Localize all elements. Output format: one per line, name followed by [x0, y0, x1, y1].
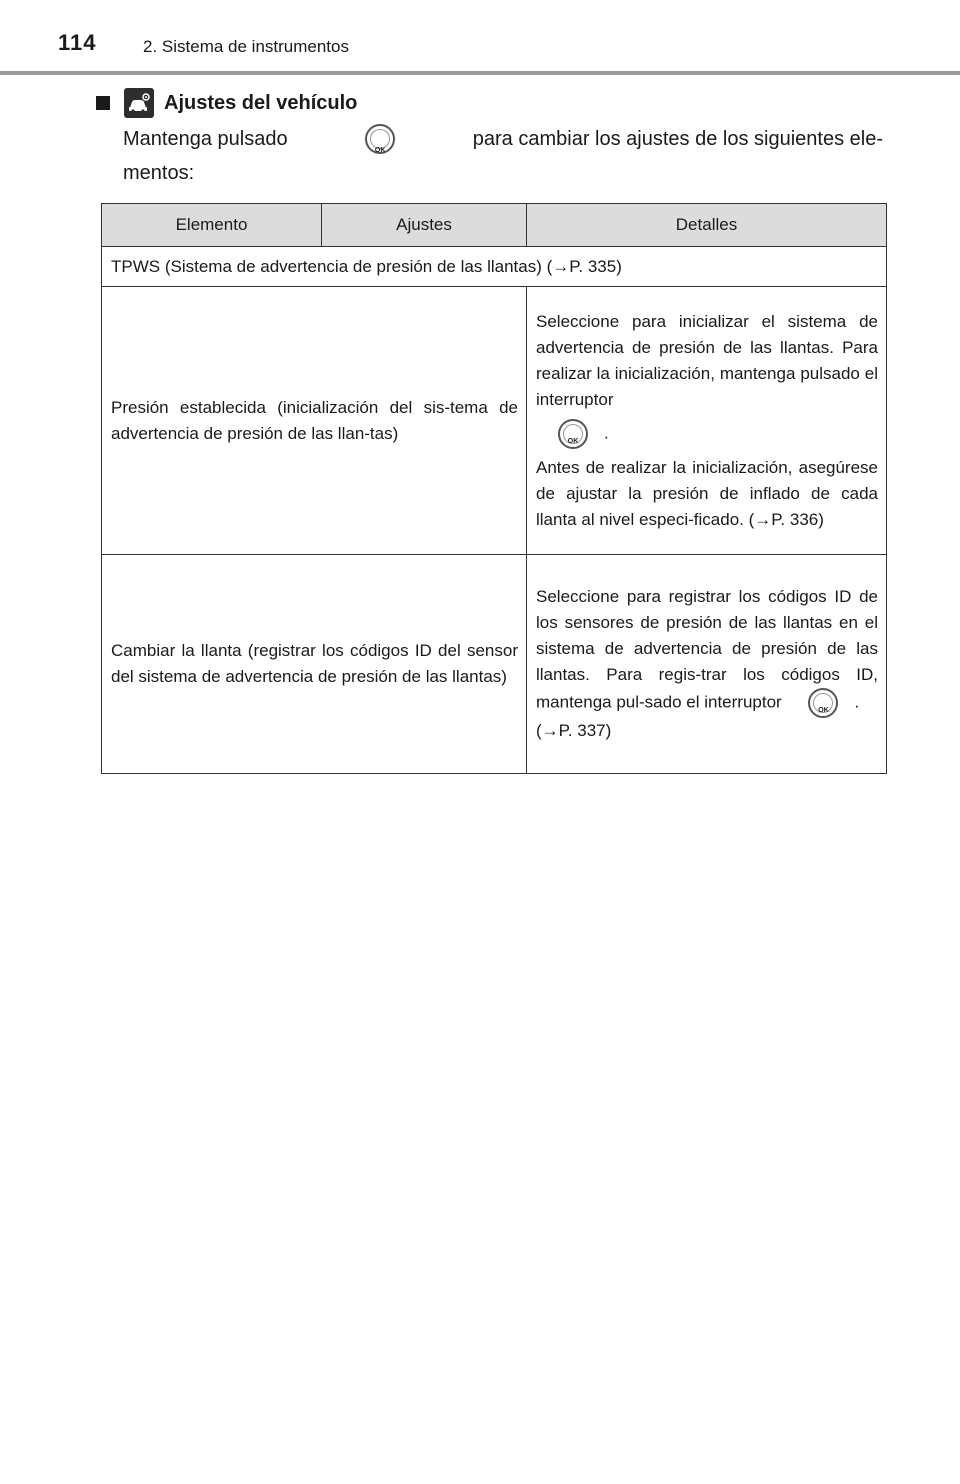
- column-header-detalles: Detalles: [527, 204, 887, 247]
- ok-button-icon: OK: [558, 419, 588, 449]
- header-divider: [0, 71, 960, 75]
- page-header: [0, 0, 960, 76]
- item-cell: Presión establecida (inicialización del sis-tema de advertencia de presión de las llan-tas): [102, 287, 527, 555]
- intro-text-end: mentos:: [123, 162, 195, 184]
- item-cell: Cambiar la llanta (registrar los códigos ID del sensor del sistema de advertencia de presión de las llantas): [102, 555, 527, 774]
- details-text-note: (→P. 337): [536, 721, 612, 740]
- column-header-elemento: Elemento: [102, 204, 322, 247]
- group-title-tpws: TPWS (Sistema de advertencia de presión de las llantas) (→P. 335): [102, 247, 887, 287]
- chapter-title: 2. Sistema de instrumentos: [143, 37, 349, 56]
- details-text: Seleccione para registrar los códigos ID de los sensores de presión de las llantas en el sistema de advertencia de presión de las llantas. Para regis-trar los códigos ID, mantenga pul-sado el interruptor: [536, 587, 878, 712]
- table-row: [102, 555, 887, 774]
- column-header-ajustes: Ajustes: [322, 204, 527, 247]
- section-heading: [96, 86, 357, 120]
- intro-text-middle: para cambiar los ajustes de los siguientes ele-: [472, 128, 883, 150]
- settings-table: [101, 203, 887, 774]
- table-group-row: [102, 247, 887, 287]
- ok-button-icon: OK: [808, 688, 838, 718]
- details-cell: [527, 287, 887, 555]
- page-number: 114: [58, 30, 97, 55]
- intro-text-start: Mantenga pulsado: [123, 128, 288, 150]
- details-text: Seleccione para inicializar el sistema de advertencia de presión de las llantas. Para realizar la inicialización, mantenga pulsado el interruptor: [536, 311, 878, 409]
- table-row: [102, 287, 887, 555]
- details-text-note: Antes de realizar la inicialización, asegúrese de ajustar la presión de inflado de cada llanta al nivel especi-ficado. (→P. 336): [536, 457, 878, 529]
- details-period: .: [854, 692, 860, 712]
- intro-paragraph: [123, 122, 883, 190]
- bullet-square-icon: [96, 96, 110, 110]
- details-period: .: [604, 422, 609, 442]
- ok-button-icon: OK: [365, 124, 395, 154]
- table-header-row: [102, 204, 887, 247]
- details-cell: [527, 555, 887, 774]
- section-title: Ajustes del vehículo: [164, 91, 358, 114]
- vehicle-settings-icon: [124, 88, 154, 118]
